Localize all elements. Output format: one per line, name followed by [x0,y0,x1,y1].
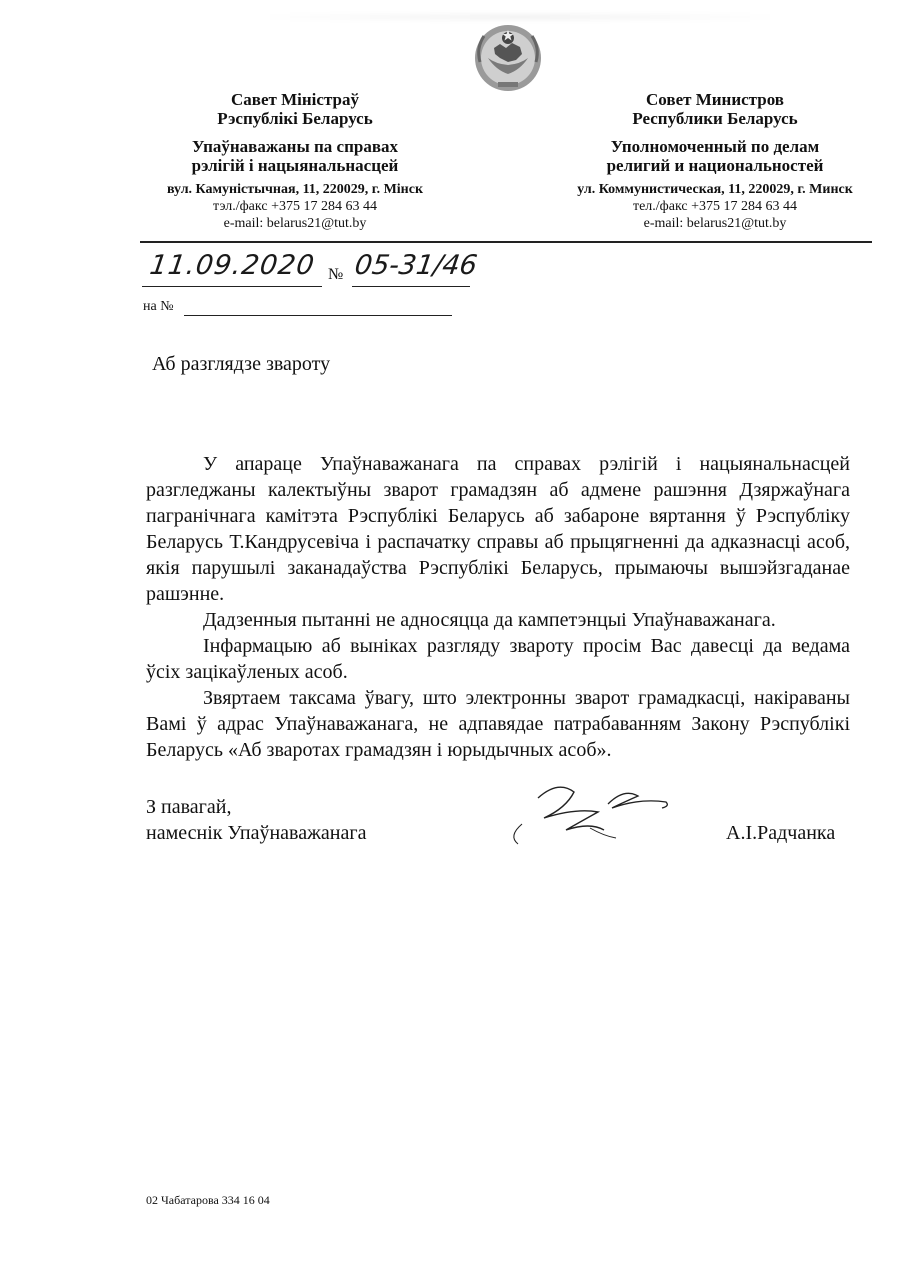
state-emblem-icon [468,18,548,94]
number-underline [352,286,470,287]
email-be: e-mail: belarus21@tut.by [223,216,367,231]
header-left [140,90,450,232]
reply-to-line [184,315,452,316]
org-country-be: Рэспублікі Беларусь [217,109,373,128]
executor-info: 02 Чабатарова 334 16 04 [146,1193,270,1207]
paragraph-2: Дадзенныя пытанні не адносяцца да кампетэнцыі Упаўнаважанага. [203,609,776,631]
org-name-be: Савет Міністраў [231,90,359,109]
header-right [548,90,882,232]
dept-name-ru-1: Уполномоченный по делам [610,137,820,156]
phone-ru: тел./факс +375 17 284 63 44 [632,199,798,214]
org-name-ru: Совет Министров [646,90,784,109]
address-be: вул. Камуністычная, 11, 220029, г. Мінск [166,182,424,197]
phone-be: тэл./факс +375 17 284 63 44 [213,199,377,214]
subject: Аб разглядзе звароту [152,353,331,375]
dept-name-be-1: Упаўнаважаны па справах [191,137,399,156]
date-underline [142,286,322,287]
org-country-ru: Республики Беларусь [632,109,798,128]
document-date: 11.09.2020 [147,250,317,281]
paragraph-4: Звяртаем таксама ўвагу, што электронны зварот грамадкасці, накіраваны Вамі ў адрас Упаўнаважанага, не адпавядае патрабаванням Закону Рэспублікі Беларусь «Аб зваротах грамадзян і юрыдычных асоб». [146,687,850,761]
number-label: № [328,266,344,283]
address-ru: ул. Коммунистическая, 11, 220029, г. Минск [577,182,853,197]
signer-position: намеснік Упаўнаважанага [146,822,367,844]
document-number: 05-31/46 [352,250,480,281]
signer-name: А.І.Радчанка [726,822,836,844]
letter-body [146,451,850,763]
header-divider [140,241,872,243]
paragraph-3: Інфармацыю аб выніках разгляду звароту просім Вас давесці да ведама ўсіх зацікаўленых асоб. [146,635,850,683]
paragraph-1: У апараце Упаўнаважанага па справах рэлігій і нацыянальнасцей разгледжаны калектыўны зварот грамадзян аб адмене рашэння Дзяржаўнага пагранічнага камітэта Рэспублікі Беларусь аб забароне вяртання ў Рэспубліку Беларусь Т.Кандрусевіча і распачатку справы аб прыцягненні да адказнасці асоб, якія парушылі заканадаўства Рэспублікі Беларусь, прымаючы вышэйзгаданае рашэнне. [146,453,850,605]
closing: З павагай, [146,796,232,818]
dept-name-ru-2: религий и национальностей [606,156,824,175]
reply-to-label: на № [143,299,174,314]
email-ru: e-mail: belarus21@tut.by [643,216,787,231]
handwritten-signature-icon [500,778,680,850]
dept-name-be-2: рэлігій і нацыянальнасцей [191,156,399,175]
